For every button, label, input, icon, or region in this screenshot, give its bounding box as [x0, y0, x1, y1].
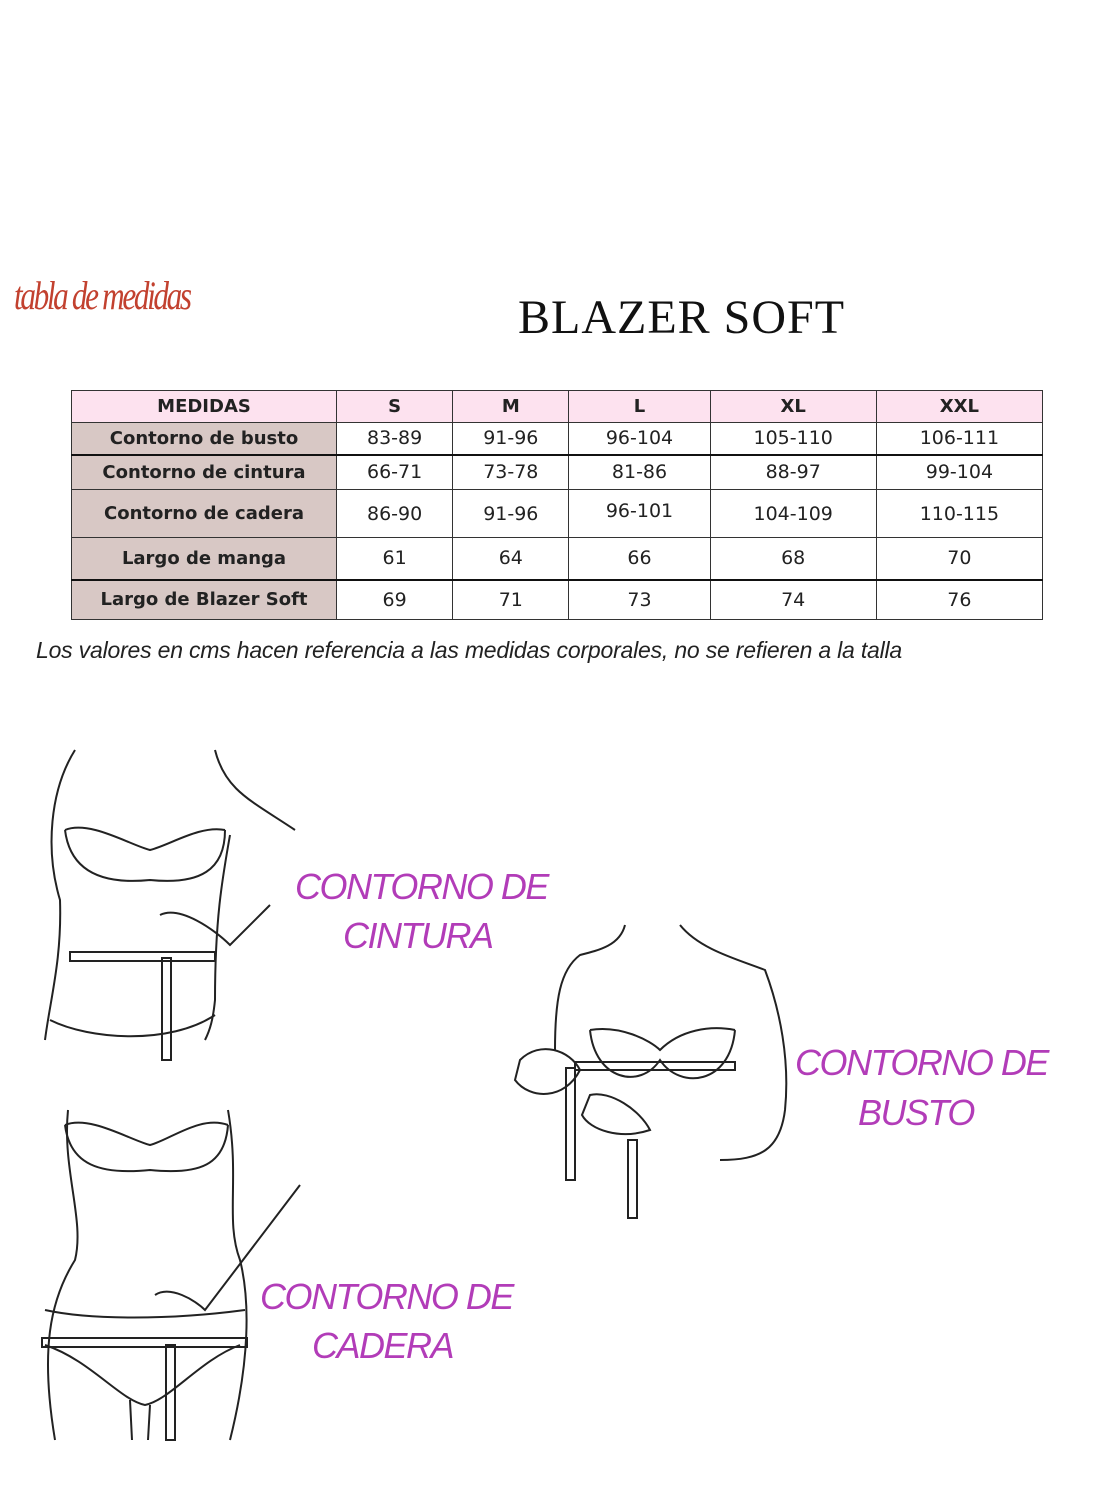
header-cell: MEDIDAS	[72, 391, 337, 423]
row-label: Contorno de cintura	[72, 455, 337, 490]
row-label: Contorno de cadera	[72, 490, 337, 538]
table-cell: 73	[569, 580, 710, 620]
table-cell: 83-89	[337, 423, 453, 455]
header-cell: L	[569, 391, 710, 423]
hip-figure-illustration	[42, 1110, 300, 1440]
table-cell: 74	[710, 580, 876, 620]
header-cell: XL	[710, 391, 876, 423]
table-cell: 96-101	[569, 490, 710, 538]
table-cell: 69	[337, 580, 453, 620]
table-cell: 76	[876, 580, 1042, 620]
table-cell: 105-110	[710, 423, 876, 455]
waist-figure-illustration	[45, 750, 295, 1060]
brand-logo: tabla de medidas	[14, 273, 190, 318]
disclaimer-note: Los valores en cms hacen referencia a las medidas corporales, no se refieren a la talla	[36, 637, 903, 663]
bust-figure-illustration	[515, 925, 786, 1218]
table-cell: 61	[337, 538, 453, 580]
hip-label-line2: CADERA	[312, 1325, 454, 1366]
table-cell: 99-104	[876, 455, 1042, 490]
table-cell: 106-111	[876, 423, 1042, 455]
table-cell: 81-86	[569, 455, 710, 490]
table-cell: 68	[710, 538, 876, 580]
row-label: Contorno de busto	[72, 423, 337, 455]
table-cell: 104-109	[710, 490, 876, 538]
bust-label-line2: BUSTO	[858, 1092, 974, 1133]
header-cell: XXL	[876, 391, 1042, 423]
table-cell: 91-96	[453, 490, 569, 538]
table-cell: 70	[876, 538, 1042, 580]
table-cell: 66-71	[337, 455, 453, 490]
table-cell: 91-96	[453, 423, 569, 455]
table-cell: 110-115	[876, 490, 1042, 538]
table-cell: 88-97	[710, 455, 876, 490]
row-label: Largo de Blazer Soft	[72, 580, 337, 620]
table-cell: 96-104	[569, 423, 710, 455]
waist-label-line2: CINTURA	[343, 915, 493, 956]
table-cell: 71	[453, 580, 569, 620]
table-cell: 73-78	[453, 455, 569, 490]
waist-label-line1: CONTORNO DE	[295, 866, 548, 907]
table-cell: 86-90	[337, 490, 453, 538]
table-cell: 66	[569, 538, 710, 580]
bust-label-line1: CONTORNO DE	[795, 1042, 1048, 1083]
page-title: BLAZER SOFT	[518, 291, 846, 344]
hip-label-line1: CONTORNO DE	[260, 1276, 513, 1317]
header-cell: S	[337, 391, 453, 423]
table-cell: 64	[453, 538, 569, 580]
header-cell: M	[453, 391, 569, 423]
row-label: Largo de manga	[72, 538, 337, 580]
